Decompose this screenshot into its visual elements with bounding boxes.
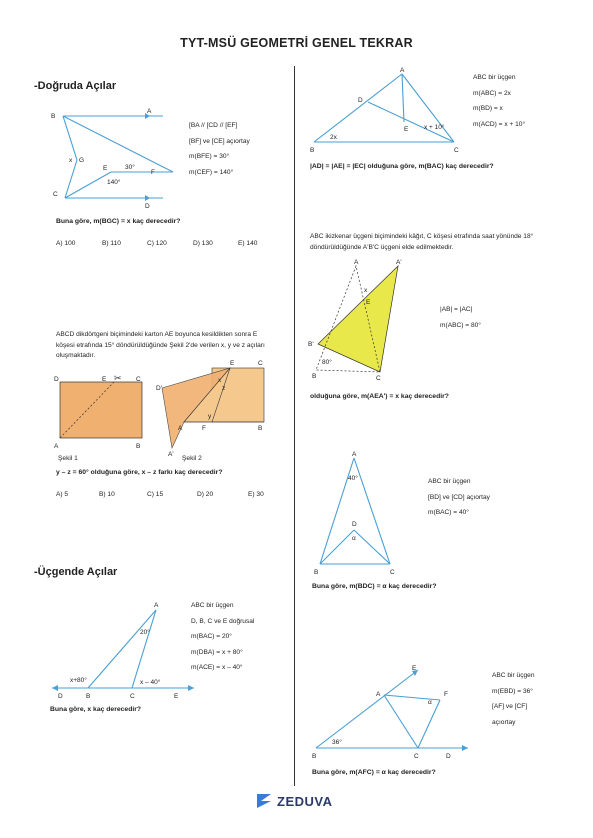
p6-question: Buna göre, m(BDC) = α kaç derecedir? <box>312 583 437 590</box>
p7-label-b: B <box>312 753 317 760</box>
p6-label-a: A <box>352 451 357 458</box>
p1-angle-30: 30° <box>125 164 135 171</box>
p2-label-dp: D' <box>156 385 162 392</box>
p6-figure <box>312 448 402 578</box>
p7-angle-36: 36° <box>332 739 342 746</box>
p3-label-b: B <box>86 693 91 700</box>
p5-label-e: E <box>366 299 371 306</box>
p5-given: |AB| = |AC| m(ABC) = 80° <box>440 306 481 329</box>
p1-given: [BA // [CD // [EF] [BF] ve [CE] açıortay m(BFE) = 30° m(CEF) = 140° <box>189 122 250 176</box>
p4-label-c: C <box>454 147 459 154</box>
p2-label-d: D <box>54 376 59 383</box>
p1-option-c: C) 120 <box>147 240 167 247</box>
p2-label-c: C <box>136 376 141 383</box>
p3-angle-b: x+80° <box>70 677 87 684</box>
p2-label-a2: A <box>178 425 183 432</box>
p1-label-c: C <box>53 191 58 198</box>
p1-option-e: E) 140 <box>238 240 258 247</box>
p2-option-b: B) 10 <box>99 491 115 498</box>
p2-option-c: C) 15 <box>147 491 164 498</box>
p7-label-a: A <box>376 691 381 698</box>
p2-text: ABCD dikdörtgeni biçimindeki karton AE boyunca kesildikten sonra E köşesi etrafında 15° döndürüldüğünde Şekil 2'de verilen x, y ve z açıları oluşmaktadır. <box>56 331 265 359</box>
section-heading-triangle: -Üçgende Açılar <box>34 566 118 578</box>
p7-label-e: E <box>412 665 417 672</box>
p2-option-e: E) 30 <box>248 491 264 498</box>
p6-label-b: B <box>314 569 319 576</box>
p5-label-ap: A' <box>396 259 402 266</box>
p5-angle-80: 80° <box>322 359 332 366</box>
p1-label-e: E <box>103 165 108 172</box>
p2-label-x: x <box>218 377 222 384</box>
p6-given: ABC bir üçgen [BD] ve [CD] açıortay m(BAC) = 40° <box>428 478 490 516</box>
p3-figure <box>48 598 198 702</box>
p1-label-a: A <box>147 108 152 115</box>
p3-label-a: A <box>154 602 159 609</box>
p5-question: olduğuna göre, m(AEA') = x kaç derecedir? <box>310 393 449 400</box>
p7-alpha: α <box>428 699 432 706</box>
page-title: TYT-MSÜ GEOMETRİ GENEL TEKRAR <box>180 36 413 50</box>
p3-given: ABC bir üçgen D, B, C ve E doğrusal m(BAC) = 20° m(DBA) = x + 80° m(ACE) = x – 40° <box>191 602 255 671</box>
p2-figure <box>52 360 274 466</box>
p4-given: ABC bir üçgen m(ABC) = 2x m(BD) = x m(ACD) = x + 10° <box>473 74 526 128</box>
p1-label-f: F <box>151 169 155 176</box>
p3-label-c: C <box>130 693 135 700</box>
p3-angle-c: x – 40° <box>140 679 161 686</box>
column-divider <box>294 66 295 786</box>
p6-angle-40: 40° <box>348 475 358 482</box>
p1-label-d: D <box>145 203 150 210</box>
p1-label-x: x <box>69 157 73 164</box>
p5-label-b: B <box>312 373 317 380</box>
p1-angle-140: 140° <box>107 179 121 186</box>
p6-label-d: D <box>352 521 357 528</box>
p4-label-e: E <box>404 126 409 133</box>
p3-question: Buna göre, x kaç derecedir? <box>50 706 142 713</box>
p3-angle-20: 20° <box>140 629 150 636</box>
p7-label-c: C <box>414 753 419 760</box>
p1-label-g: G <box>79 157 85 164</box>
p2-label-y: y <box>208 413 212 420</box>
p2-label-ap: A' <box>168 451 174 458</box>
p5-text: ABC ikizkenar üçgeni biçimindeki kâğıt, C köşesi etrafında saat yönünde 18° döndürüldüğünde A'B'C üçgeni elde edilmektedir. <box>310 233 534 251</box>
p4-label-b: B <box>310 147 315 154</box>
p2-label-e: E <box>102 376 107 383</box>
p3-label-d: D <box>58 693 63 700</box>
p2-label-b: B <box>136 443 141 450</box>
p2-option-d: D) 20 <box>197 491 214 498</box>
p4-figure <box>308 64 466 156</box>
p4-angle-2x: 2x <box>330 134 337 141</box>
p4-label-a: A <box>400 67 405 74</box>
p1-figure <box>45 104 175 214</box>
svg-text:✂: ✂ <box>114 373 122 383</box>
brand-name: ZEDUVA <box>277 793 333 809</box>
p2-fig2-caption: Şekil 2 <box>182 455 202 462</box>
p7-figure <box>310 660 480 764</box>
p1-option-b: B) 110 <box>102 240 121 247</box>
p2-label-f: F <box>202 425 206 432</box>
p2-label-a: A <box>54 443 59 450</box>
p2-fig1-caption: Şekil 1 <box>58 455 78 462</box>
p7-label-d: D <box>446 753 451 760</box>
p5-label-c: C <box>376 375 381 382</box>
p2-label-b2: B <box>258 425 263 432</box>
p4-label-d: D <box>358 97 363 104</box>
brand-mark-icon <box>255 792 273 810</box>
p5-figure <box>308 258 412 382</box>
p2-label-c2: C <box>258 360 263 367</box>
p5-label-bp: B' <box>308 341 314 348</box>
p2-label-z: z <box>222 385 226 392</box>
p3-label-e: E <box>174 693 179 700</box>
p4-question: |AD| = |AE| = |EC| olduğuna göre, m(BAC) kaç derecedir? <box>310 163 494 170</box>
p4-angle-x10: x + 10° <box>424 124 445 131</box>
p5-label-a: A <box>354 259 359 266</box>
p7-question: Buna göre, m(AFC) = α kaç derecedir? <box>312 769 436 776</box>
p1-option-a: A) 100 <box>56 240 76 247</box>
p7-label-f: F <box>444 691 448 698</box>
p1-question: Buna göre, m(BGC) = x kaç derecedir? <box>56 218 181 225</box>
brand-logo <box>255 792 332 810</box>
p2-label-e2: E <box>230 360 235 367</box>
p1-label-b: B <box>51 113 56 120</box>
p6-alpha: α <box>352 535 356 542</box>
p5-label-x: x <box>364 287 368 294</box>
p2-question: y – z = 60° olduğuna göre, x – z farkı kaç derecedir? <box>56 469 223 476</box>
p6-label-c: C <box>390 569 395 576</box>
p1-option-d: D) 130 <box>193 240 213 247</box>
p2-option-a: A) 5 <box>56 491 69 498</box>
section-heading-lines: -Doğruda Açılar <box>34 80 117 92</box>
p7-given: ABC bir üçgen m(EBD) = 36° [AF] ve [CF] açıortay <box>492 672 535 726</box>
